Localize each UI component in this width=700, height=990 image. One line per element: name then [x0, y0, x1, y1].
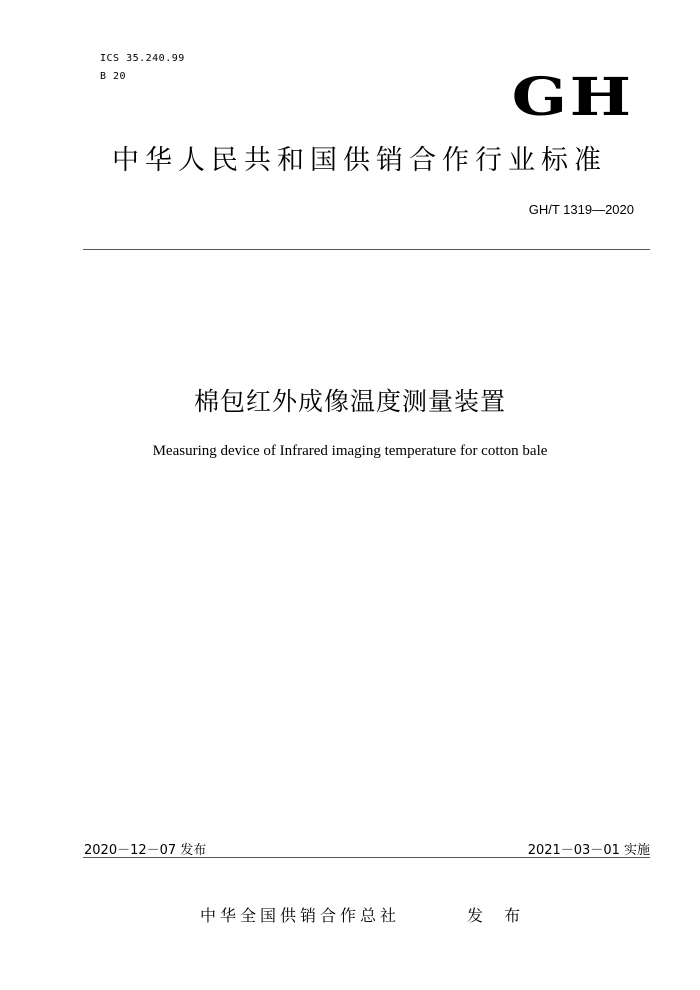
standard-name: 中华人民共和国供销合作行业标准	[112, 145, 607, 176]
document-title-english: Measuring device of Infrared imaging temperature for cotton bale	[152, 443, 548, 459]
top-divider	[83, 249, 650, 250]
publisher: 中华全国供销合作总社	[200, 906, 401, 925]
ccs-code: B 20	[100, 71, 127, 82]
implementation-date: 2021－03－01 实施	[527, 843, 650, 858]
standard-number: GH/T 1319—2020	[528, 202, 634, 217]
bottom-divider	[83, 857, 650, 858]
ics-code: ICS 35.240.99	[100, 53, 185, 64]
publish-label: 发 布	[467, 906, 529, 925]
document-title-chinese: 棉包红外成像温度测量装置	[193, 387, 506, 416]
issue-date: 2020－12－07 发布	[84, 843, 207, 858]
gh-logo: GH	[512, 67, 634, 128]
